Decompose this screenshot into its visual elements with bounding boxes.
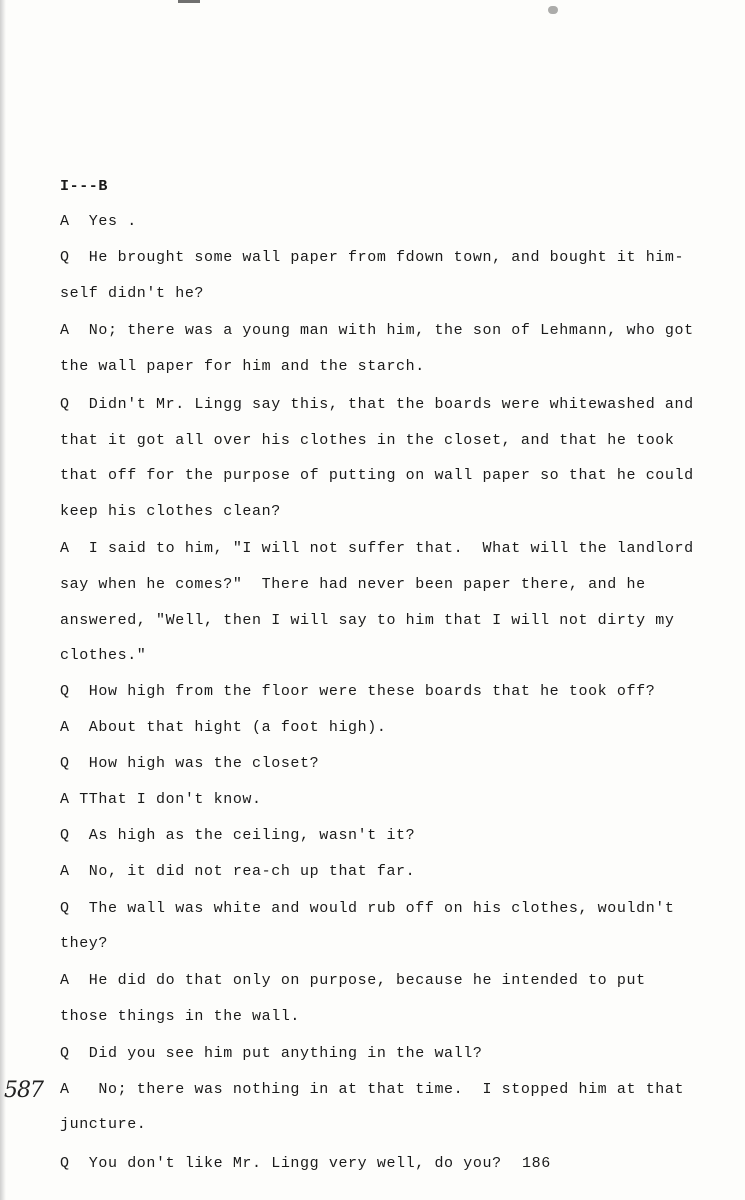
transcript-line: say when he comes?" There had never been paper there, and he (60, 576, 646, 593)
transcript-line: Q How high from the floor were these boards that he took off? (60, 683, 656, 700)
page-edge-shadow (0, 0, 6, 1200)
transcript-line: Q Did you see him put anything in the wall? (60, 1045, 483, 1062)
transcript-line: A No; there was nothing in at that time. I stopped him at that (60, 1081, 685, 1098)
transcript-line: answered, "Well, then I will say to him that I will not dirty my (60, 612, 675, 629)
transcript-line: the wall paper for him and the starch. (60, 358, 425, 375)
transcript-line: A Yes . (60, 213, 137, 230)
handwritten-margin-note: 587 (4, 1078, 43, 1103)
top-mark (178, 0, 200, 3)
transcript-line: juncture. (60, 1116, 147, 1133)
transcript-line: Q You don't like Mr. Lingg very well, do you? (60, 1155, 502, 1172)
transcript-line: keep his clothes clean? (60, 503, 281, 520)
transcript-line: Q The wall was white and would rub off on his clothes, wouldn't (60, 900, 675, 917)
section-label: I---B (60, 178, 109, 195)
transcript-line: Q How high was the closet? (60, 755, 320, 772)
transcript-line: A No, it did not rea-ch up that far. (60, 863, 416, 880)
transcript-line: those things in the wall. (60, 1008, 301, 1025)
transcript-line: that off for the purpose of putting on wall paper so that he could (60, 467, 694, 484)
transcript-line: A No; there was a young man with him, the son of Lehmann, who got (60, 322, 694, 339)
transcript-line: Q As high as the ceiling, wasn't it? (60, 827, 416, 844)
transcript-line: they? (60, 935, 109, 952)
transcript-line: A About that hight (a foot high). (60, 719, 387, 736)
transcript-line: A He did do that only on purpose, because he intended to put (60, 972, 646, 989)
transcript-line: self didn't he? (60, 285, 205, 302)
transcript-line: that it got all over his clothes in the closet, and that he took (60, 432, 675, 449)
transcript-line: Q He brought some wall paper from fdown town, and bought it him- (60, 249, 685, 266)
page-number: 186 (522, 1155, 551, 1172)
transcript-line: Q Didn't Mr. Lingg say this, that the boards were whitewashed and (60, 396, 694, 413)
transcript-line: A I said to him, "I will not suffer that. What will the landlord (60, 540, 694, 557)
top-mark (548, 6, 558, 14)
transcript-line: A TThat I don't know. (60, 791, 262, 808)
transcript-line: clothes." (60, 647, 147, 664)
